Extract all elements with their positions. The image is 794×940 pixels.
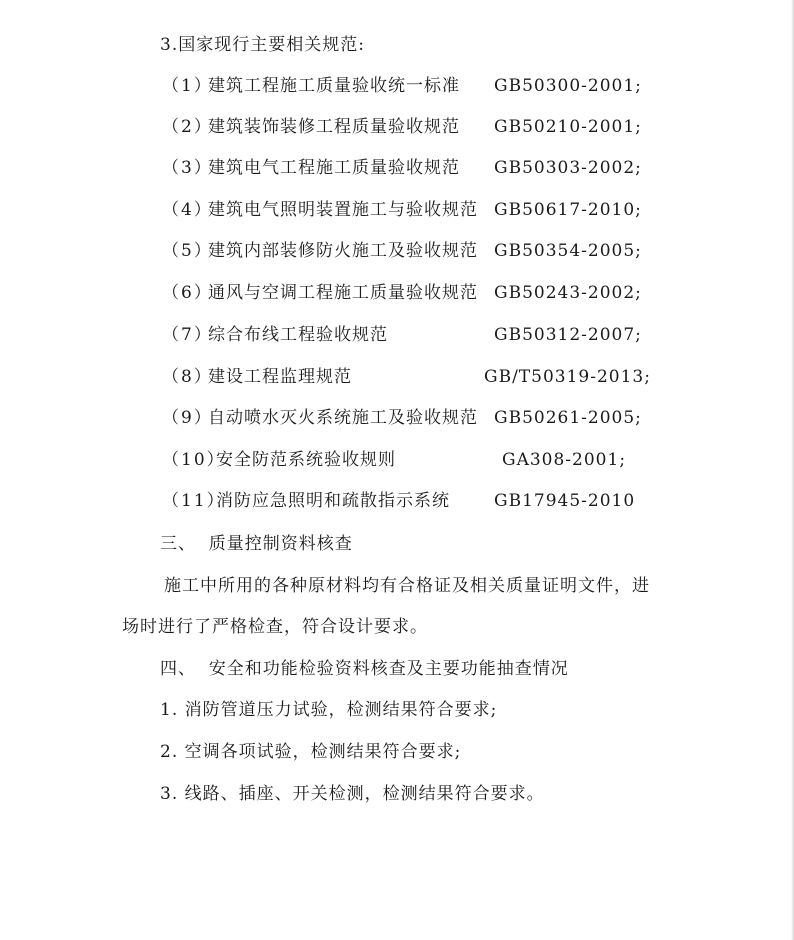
section-three-heading: 三、 质量控制资料核查 (160, 534, 353, 554)
standard-code: GB17945-2010 (494, 491, 636, 511)
standard-code: GA308-2001; (502, 450, 627, 470)
standard-code: GB50312-2007; (494, 325, 642, 345)
standard-code: GB50243-2002; (494, 283, 642, 303)
standard-number: （2） (162, 117, 213, 137)
standard-number: （6） (162, 283, 213, 303)
standard-number: （9） (162, 408, 213, 428)
standard-name: 通风与空调工程施工质量验收规范 (208, 283, 478, 303)
standard-name: 安全防范系统验收规则 (216, 450, 396, 470)
standard-name: 建筑内部装修防火施工及验收规范 (208, 241, 478, 261)
standard-number: （3） (162, 158, 213, 178)
standard-name: 建筑装饰装修工程质量验收规范 (208, 117, 460, 137)
standard-number: （8） (162, 367, 213, 387)
standard-code: GB50617-2010; (494, 200, 642, 220)
section-four-item-2: 2. 空调各项试验，检测结果符合要求; (160, 742, 462, 762)
standard-code: GB50210-2001; (494, 117, 642, 137)
section-four-heading: 四、 安全和功能检验资料核查及主要功能抽查情况 (160, 659, 569, 679)
section3-heading: 3.国家现行主要相关规范: (160, 35, 365, 55)
standard-number: （10） (162, 450, 226, 470)
standard-number: （4） (162, 200, 213, 220)
standard-name: 建筑工程施工质量验收统一标准 (208, 76, 460, 96)
standard-code: GB50354-2005; (494, 241, 642, 261)
standard-code: GB50261-2005; (494, 408, 642, 428)
standard-number: （1） (162, 76, 213, 96)
section-three-paragraph-line1: 施工中所用的各种原材料均有合格证及相关质量证明文件，进 (164, 576, 650, 596)
standard-name: 建筑电气工程施工质量验收规范 (208, 158, 460, 178)
standard-name: 消防应急照明和疏散指示系统 (216, 491, 450, 511)
standard-code: GB/T50319-2013; (484, 367, 651, 387)
standard-code: GB50300-2001; (494, 76, 642, 96)
standard-name: 建设工程监理规范 (208, 367, 352, 387)
standard-number: （5） (162, 241, 213, 261)
standard-number: （11） (162, 491, 226, 511)
standard-name: 建筑电气照明装置施工与验收规范 (208, 200, 478, 220)
standard-name: 自动喷水灭火系统施工及验收规范 (208, 408, 478, 428)
standard-number: （7） (162, 325, 213, 345)
section-four-item-3: 3. 线路、插座、开关检测，检测结果符合要求。 (160, 784, 545, 804)
section-three-paragraph-line2: 场时进行了严格检查，符合设计要求。 (122, 617, 428, 637)
standard-name: 综合布线工程验收规范 (208, 325, 388, 345)
standard-code: GB50303-2002; (494, 158, 642, 178)
section-four-item-1: 1. 消防管道压力试验，检测结果符合要求; (160, 700, 498, 720)
